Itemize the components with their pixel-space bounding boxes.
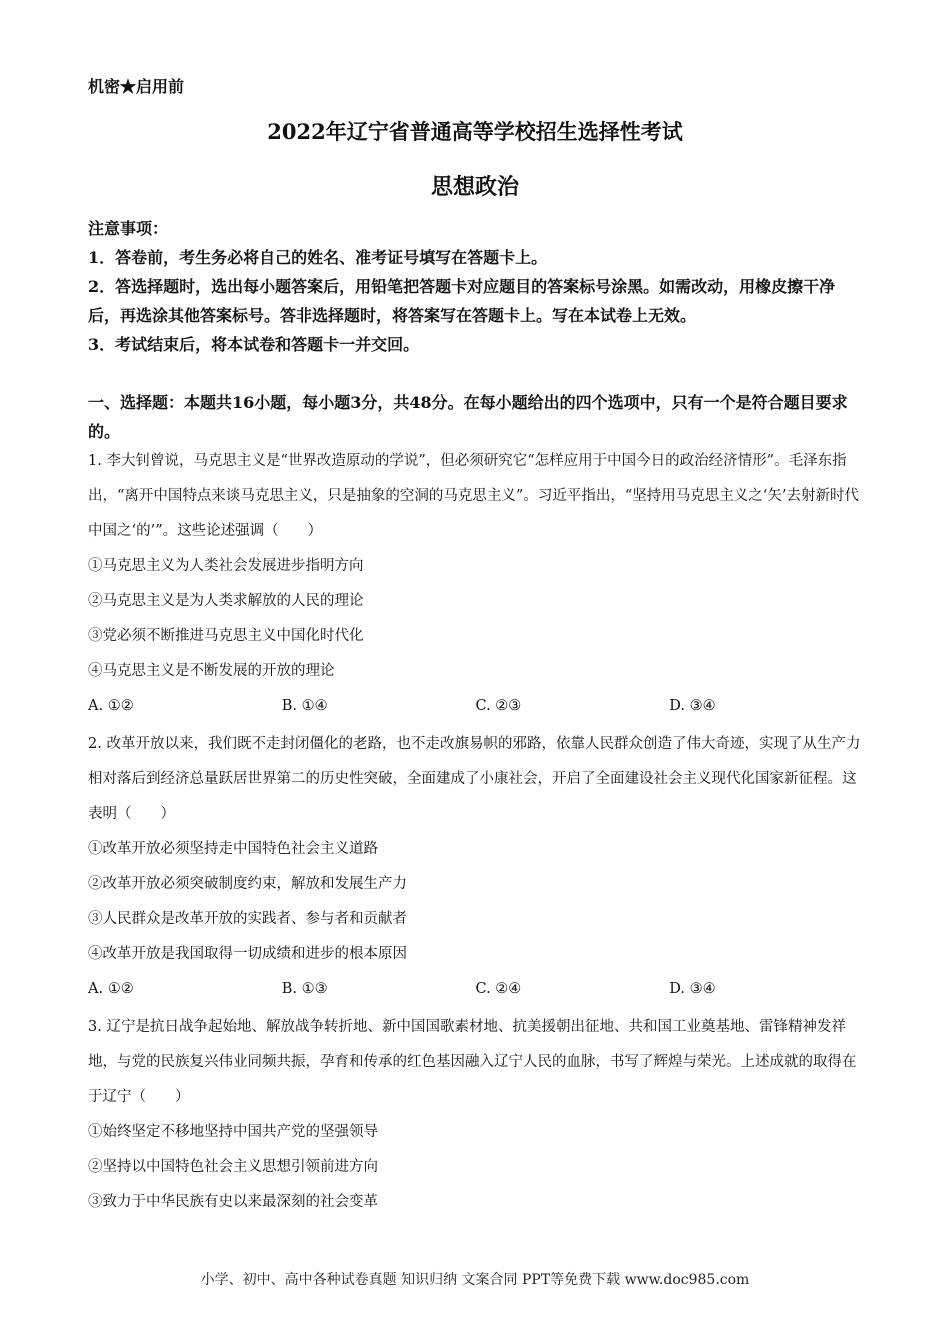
question-option: ②坚持以中国特色社会主义思想引领前进方向 (88, 1159, 378, 1175)
notice-item: 2．答选择题时，选出每小题答案后，用铅笔把答题卡对应题目的答案标号涂黑。如需改动，用橡皮擦干净后，再选涂其他答案标号。答非选择题时，将答案写在答题卡上。写在本试卷上无效。 (88, 277, 836, 325)
choice-b: B. ①③ (281, 981, 328, 997)
choice-c: C. ②③ (475, 698, 522, 714)
answer-choices (88, 972, 863, 1007)
choice-a: A. ①② (88, 981, 134, 997)
section-heading: 一、选择题：本题共16小题，每小题3分，共48分。在每小题给出的四个选项中，只有一个是符合题目要求的。 (88, 393, 848, 441)
question-option: ①马克思主义为人类社会发展进步指明方向 (88, 558, 364, 574)
notice-heading: 注意事项： (88, 219, 169, 238)
question-3 (88, 1010, 863, 1220)
question-stem: 3. 辽宁是抗日战争起始地、解放战争转折地、新中国国歌素材地、抗美援朝出征地、共和国工业奠基地、雷锋精神发祥地，与党的民族复兴伟业同频共振，孕育和传承的红色基因融入辽宁人民的血脉，书写了辉煌与荣光。上述成就的取得在于辽宁（ ） (88, 1019, 857, 1105)
notice-item: 3．考试结束后，将本试卷和答题卡一并交回。 (88, 335, 420, 354)
question-stem: 1. 李大钊曾说，马克思主义是“世界改造原动的学说”，但必须研究它“怎样应用于中国今日的政治经济情形”。毛泽东指出，“离开中国特点来谈马克思主义，只是抽象的空洞的马克思主义”。习近平指出，“坚持用马克思主义之‘矢’去射新时代中国之‘的’”。这些论述强调（ ） (88, 453, 859, 539)
question-option: ②改革开放必须突破制度约束，解放和发展生产力 (88, 876, 407, 892)
choice-d: D. ③④ (669, 698, 716, 714)
notice-block (88, 214, 863, 359)
choice-a: A. ①② (88, 698, 134, 714)
question-option: ③党必须不断推进马克思主义中国化时代化 (88, 628, 364, 644)
question-option: ③致力于中华民族有史以来最深刻的社会变革 (88, 1194, 378, 1210)
subject-title: 思想政治 (430, 174, 519, 200)
footer-text: 小学、初中、高中各种试卷真题 知识归纳 文案合同 PPT等免费下载 www.doc985.com (200, 1272, 750, 1288)
choice-d: D. ③④ (669, 981, 716, 997)
question-stem: 2. 改革开放以来，我们既不走封闭僵化的老路，也不走改旗易帜的邪路，依靠人民群众创造了伟大奇迹，实现了从生产力相对落后到经济总量跃居世界第二的历史性突破，全面建成了小康社会，开启了全面建设社会主义现代化国家新征程。这表明（ ） (88, 736, 861, 822)
question-option: ①改革开放必须坚持走中国特色社会主义道路 (88, 841, 378, 857)
question-option: ①始终坚定不移地坚持中国共产党的坚强领导 (88, 1124, 378, 1140)
choice-c: C. ②④ (475, 981, 522, 997)
notice-item: 1．答卷前，考生务必将自己的姓名、准考证号填写在答题卡上。 (88, 248, 548, 267)
question-option: ③人民群众是改革开放的实践者、参与者和贡献者 (88, 911, 407, 927)
secret-mark: 机密★启用前 (88, 77, 185, 96)
answer-choices (88, 689, 863, 724)
question-option: ②马克思主义是为人类求解放的人民的理论 (88, 593, 364, 609)
question-1 (88, 444, 863, 724)
question-2 (88, 727, 863, 1007)
exam-title: 2022年辽宁省普通高等学校招生选择性考试 (267, 119, 683, 144)
question-option: ④马克思主义是不断发展的开放的理论 (88, 663, 335, 679)
question-option: ④改革开放是我国取得一切成绩和进步的根本原因 (88, 946, 407, 962)
choice-b: B. ①④ (281, 698, 328, 714)
